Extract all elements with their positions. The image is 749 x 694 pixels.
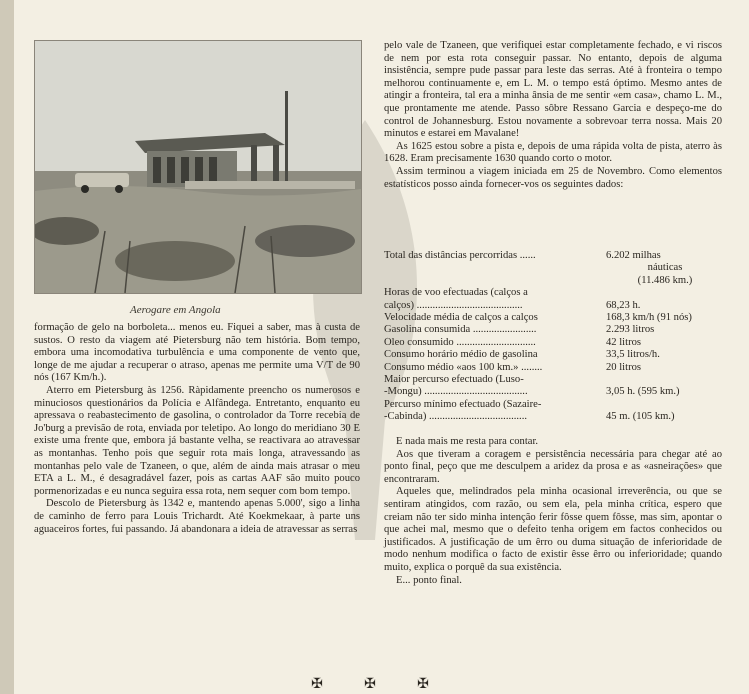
stat-label: Maior percurso efectuado (Luso- xyxy=(384,374,524,386)
paragraph: Aterro em Pietersburg às 1256. Ràpidamente preencho os numerosos e minuciosos questionários da Polícia e Alfândega. Entretanto, enquanto eu apressava o reabastecimento de gasolina, o controlador da Torre recebia de Jo'burg a previsão de rota, enviada por teletipo. Ao longo do meridiano 30 E existe uma frente que, embora já bastante velha, se reactivara ao atravessar as montanhas. Tenho pois que seguir rota mais longa, atravessando as montanhas pelo vale de Tzaneen, o que, além de ainda mais atrasar o meu ETA a L. M., é desagradável fazer, pois as cartas AAF são muito pouco pormenorizadas e eu nunca seguira essa rota, nem sequer com bom tempo. xyxy=(34,384,360,497)
closing-text-column xyxy=(384,436,722,587)
stat-value xyxy=(602,287,724,299)
paragraph: Descolo de Pietersburg às 1342 e, mantendo apenas 5.000', sigo a linha de caminho de ferro para Louis Trichardt. Até Koekmekaar, à parte uns aguaceiros fortes, fui passando. Já abandonara a ideia de atravessar as serras xyxy=(34,498,360,535)
paragraph: As 1625 estou sobre a pista e, depois de uma rápida volta de pista, aterro às 1628. Eram precisamente 1630 quando corto o motor. xyxy=(384,140,722,165)
stat-value: náuticas xyxy=(647,262,683,274)
right-text-column xyxy=(384,40,722,191)
stat-row xyxy=(384,399,724,411)
stat-value xyxy=(602,399,724,411)
stat-label: Consumo horário médio de gasolina xyxy=(384,349,538,361)
page-edge-shadow xyxy=(0,0,14,694)
stat-row xyxy=(384,275,724,287)
stat-label: Total das distâncias percorridas ...... xyxy=(384,250,536,261)
stat-label xyxy=(384,275,602,287)
photo-caption: Aerogare em Angola xyxy=(130,304,221,316)
paragraph: Aos que tiveram a coragem e persistência necessária para chegar até ao ponto final, peço que me desculpem a aridez da prosa e as «asneirações» que encontraram. xyxy=(384,448,722,485)
statistics-table xyxy=(384,250,724,424)
stat-value: 20 litros xyxy=(606,361,642,373)
stat-row xyxy=(384,386,724,398)
stat-label: Velocidade média de calços a calços xyxy=(384,312,538,324)
stat-label xyxy=(384,262,602,274)
stat-label: Horas de voo efectuadas (calços a xyxy=(384,287,528,299)
stat-label: -Mongu) ....................................... xyxy=(384,386,528,398)
cross-ornament-icon: ✠ xyxy=(311,677,323,692)
stat-label: Percurso mínimo efectuado (Sazaire- xyxy=(384,398,542,410)
left-text-column xyxy=(34,322,360,536)
stat-value: 3,05 h. (595 km.) xyxy=(606,386,680,398)
stat-value: 42 litros xyxy=(606,336,642,348)
stat-row xyxy=(384,250,724,262)
stat-row xyxy=(384,362,724,374)
stat-value: 168,3 km/h (91 nós) xyxy=(606,312,692,324)
stat-label: Óleo consumido .............................. xyxy=(384,336,536,348)
stat-value: 2.293 litros xyxy=(606,324,655,336)
end-ornaments xyxy=(310,676,430,693)
stat-row xyxy=(384,300,724,312)
stat-row xyxy=(384,262,724,274)
stat-row xyxy=(384,349,724,361)
stat-label: -Cabinda) ..................................... xyxy=(384,411,528,423)
stat-value: 33,5 litros/h. xyxy=(606,349,660,361)
cross-ornament-icon: ✠ xyxy=(417,677,429,692)
paragraph: Assim terminou a viagem iniciada em 25 de Novembro. Como elementos estatísticos posso ainda fornecer-vos os seguintes dados: xyxy=(384,165,722,190)
stat-value xyxy=(602,374,724,386)
paragraph: E... ponto final. xyxy=(396,574,462,586)
stat-row xyxy=(384,287,724,299)
stat-label: Consumo médio «aos 100 km.» ........ xyxy=(384,361,543,373)
paragraph: pelo vale de Tzaneen, que verifiquei estar completamente fechado, e vi riscos de nem por esta rota conseguir passar. No entanto, depois de alguma insistência, sempre pude passar para leste das serras. Até à fronteira o tempo melhorou continuamente e, em L. M. o tempo está óptimo. Mesmo antes de atingir a fronteira, tal era a minha ânsia de me sentir «em casa», chamo L. M., que prontamente me atende. Passo sôbre Ressano Garcia e despeço-me do control de Johannesburg. Estou novamente a sobrevoar terra nossa. Mais 20 minutos e estarei em Mavalane! xyxy=(384,40,722,140)
cross-ornament-icon: ✠ xyxy=(364,677,376,692)
stat-label: calços) ........................................ xyxy=(384,299,523,311)
paragraph: E nada mais me resta para contar. xyxy=(396,436,539,447)
stat-value: (11.486 km.) xyxy=(637,274,693,286)
paragraph: formação de gelo na borboleta... menos eu. Fiquei a saber, mas à custa de sustos. O resto da viagem até Pietersburg não tem história. Bom tempo, embora uma incomodativa turbulência e uma componente de vento que, longe de me ajudar a recuperar o atraso, apenas me permite uma V/T de 90 nós (167 Km/h.). xyxy=(34,322,360,384)
stat-value: 45 m. (105 km.) xyxy=(606,411,675,423)
paragraph: Aqueles que, melindrados pela minha ocasional irreverência, ou que se sentiram atingidos, com razão, ou sem ela, pela minha crítica, espero que creiam não ter sido minha intenção ferir fôsse quem fôsse, mas sim, apontar o que achei mal, mesmo que o defeito tenha origem em factos conhecidos ou justificados. A justificação de um êrro ou duma situação de inferioridade de modo nenhum modifica o facto de existir êsse êrro ou inferioridade; quando muito, explica o porquê da sua existência. xyxy=(384,486,722,573)
stat-label: Gasolina consumida ........................ xyxy=(384,324,537,336)
stat-row xyxy=(384,324,724,336)
stat-row xyxy=(384,312,724,324)
airport-terminal-photo xyxy=(34,40,362,294)
stat-row xyxy=(384,411,724,423)
stat-value: 68,23 h. xyxy=(606,299,641,311)
stat-row xyxy=(384,374,724,386)
stat-row xyxy=(384,337,724,349)
stat-value: 6.202 milhas xyxy=(606,250,661,261)
